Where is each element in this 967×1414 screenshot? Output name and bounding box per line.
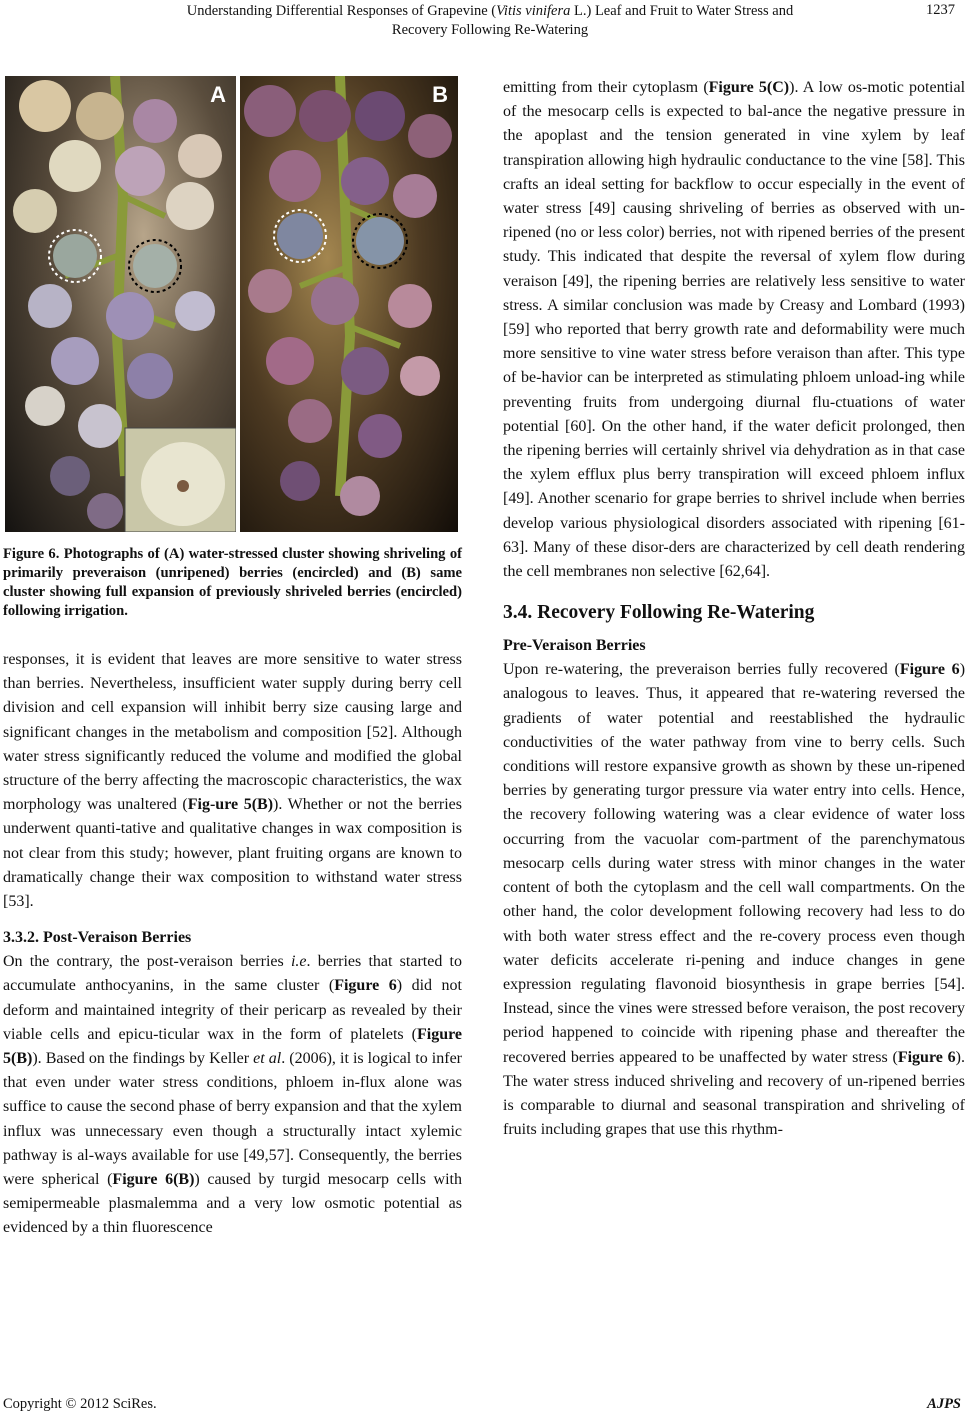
running-title-part: L.) Leaf and Fruit to Water Stress and (570, 3, 794, 19)
left-column (3, 648, 462, 1241)
text-span: ). A low os-motic potential of the mesocarp cells is expected to bal-ance the negative pressure in the apoplast and the tension generated in vine xylem by leaf transpiration allowing high hydraulic conductance to the vine [58]. This crafts an ideal setting for backflow to occur especially in the event of water stress [49] causing shriveling of berries as observed with un-ripened (no or less color) berries, not with ripened berries of the present study. This indicated that despite the reversal of xylem flow during veraison [49], the ripening berries are relatively less sensitive to water stress. A similar conclusion was made by Creasy and Lombard (1993) [59] who reported that berry growth rate and deformability were much more sensitive to vine water stress before veraison than after. This type of be-havior can be interpreted as stimulating phloem unload-ing while preventing fruits from undergoing diurnal flu-ctuations of water potential [60]. On the other hand, if the water deficit prolonged, then the ripening berries will certainly shrivel via dehydration as in that case the xylem efflux plus berry transpiration will exceed phloem influx [49]. Another scenario for grape berries to shrivel include when berries develop various physiological disorders associated with ripening [61-63]. Many of these disor-ders are characterized by cell death rendering the cell membranes non selective [62,64]. (503, 79, 966, 581)
text-span: emitting from their cytoplasm ( (503, 79, 709, 96)
text-span: Upon re-watering, the preveraison berries fully recovered ( (503, 661, 900, 679)
running-title-part: Understanding Differential Responses of Grapevine ( (186, 3, 497, 19)
subsection-heading-pre-veraison: Pre-Veraison Berries (503, 637, 646, 655)
page-number: 1237 (926, 2, 955, 18)
page-header (0, 0, 967, 44)
copyright-notice: Copyright © 2012 SciRes. (3, 1396, 157, 1412)
text-span: On the contrary, the post-veraison berries (3, 953, 291, 971)
figure-reference: Figure 6(B) (112, 1171, 195, 1189)
figure-reference: Figure 5(B) (3, 1025, 462, 1068)
section-heading-3-4: 3.4. Recovery Following Re-Watering (503, 602, 815, 624)
text-span: ). The water stress induced shriveling and recovery of un-ripened berries is comparable to diurnal and seasonal transpiration and shriveling of fruits including grapes that use this rhythm- (503, 1048, 965, 1139)
panel-label-b: B (432, 82, 448, 107)
paragraph (3, 950, 462, 1240)
section-heading-3-3-2: 3.3.2. Post-Veraison Berries (3, 929, 192, 947)
figure-reference: Figure 6 (899, 661, 960, 679)
figure-panel-b (240, 76, 458, 532)
running-title-line2: Recovery Following Re-Watering (391, 22, 589, 38)
text-span: ) did not deform and maintained integrity of their pericarp as revealed by their viable cells and epicu-ticular wax in the form of platelets ( (3, 977, 462, 1043)
italic-abbreviation: i.e (290, 953, 307, 971)
figure-reference: Figure 6 (334, 977, 397, 995)
text-span: ) caused by turgid mesocarp cells with semipermeable plasmalemma and a very low osmotic potential as evidenced by a thin fluorescence (3, 1171, 463, 1237)
figure-reference: Figure 6 (897, 1048, 956, 1066)
figure-caption-text: Figure 6. Photographs of (A) water-stressed cluster showing shriveling of primarily preveraison (unripened) berries (encircled) and (B) same cluster showing full expansion of previously shriveled berries (encircled) following irrigation. (3, 546, 462, 619)
text-span: ) analogous to leaves. Thus, it appeared that re-watering reversed the gradients of water potential and reestablished the hydraulic conductivities of the water pathway from vine to berry cells. Such conditions will restore expansive growth as shown by these un-ripened berries by generating turgor pressure via water entry into cells. Hence, the recovery following watering was a clear evidence of water loss occurring from the vacuolar com-partment of the parenchymatous mesocarp cells during water stress with minor changes in the water content of both the cytoplasm and the cell wall compartments. On the other hand, the color development following recovery had less to do with both water stress effect and the re-covery process even though water deficits accelerate ri-pening and induce changes in gene expression regulating flavonoid biosynthesis in grape berries [54]. Instead, since the vines were stressed before veraison, the post recovery period happened to coincide with ripening phase and thereafter the recovered berries appeared to be unaffected by water stress ( (503, 661, 966, 1066)
italic-abbreviation: et al (253, 1050, 282, 1068)
journal-abbreviation: AJPS (927, 1396, 961, 1412)
figure-reference: Figure 5(C) (708, 79, 790, 96)
right-column (503, 76, 965, 1142)
grape-cluster-water-stressed-image (5, 76, 236, 532)
page-footer (0, 1396, 967, 1414)
figure-6 (5, 76, 458, 532)
text-span: . (2006), it is logical to infer that even under water stress conditions, phloem in-flux alone was suffice to cause the second phase of berry expansion and that the xylem influx was unnecessary even though a structurally intact xylemic pathway is al-ways available for use [49,57]. Consequently, the berries were spherical ( (3, 1050, 462, 1189)
paragraph (503, 658, 965, 1142)
species-name: Vitis vinifera (496, 3, 571, 19)
text-span: ). Whether or not the berries underwent quanti-tative and qualitative changes in wax composition is not clear from this study; however, plant fruiting organs are known to dramatically change their wax composition to withstand water stress [53]. (3, 796, 463, 911)
grape-cluster-recovered-image (240, 76, 458, 532)
paragraph (503, 76, 965, 584)
running-title (60, 2, 920, 40)
figure-panel-a (5, 76, 236, 532)
text-span: responses, it is evident that leaves are more sensitive to water stress than berries. Nevertheless, insufficient water supply during berry cell division and cell expansion will inhibit berry size causing large and significant changes in the metabolism and composition [52]. Although water stress significantly reduced the volume and modified the global structure of the berry affecting the macroscopic characteristics, the wax morphology was unaltered ( (3, 651, 462, 814)
figure-caption (3, 545, 462, 621)
text-span: . berries that started to accumulate anthocyanins, in the same cluster ( (3, 953, 462, 995)
panel-label-a: A (210, 82, 226, 107)
figure-reference: Fig-ure 5(B) (187, 796, 274, 814)
text-span: ). Based on the findings by Keller (32, 1050, 254, 1068)
paragraph (3, 648, 462, 914)
